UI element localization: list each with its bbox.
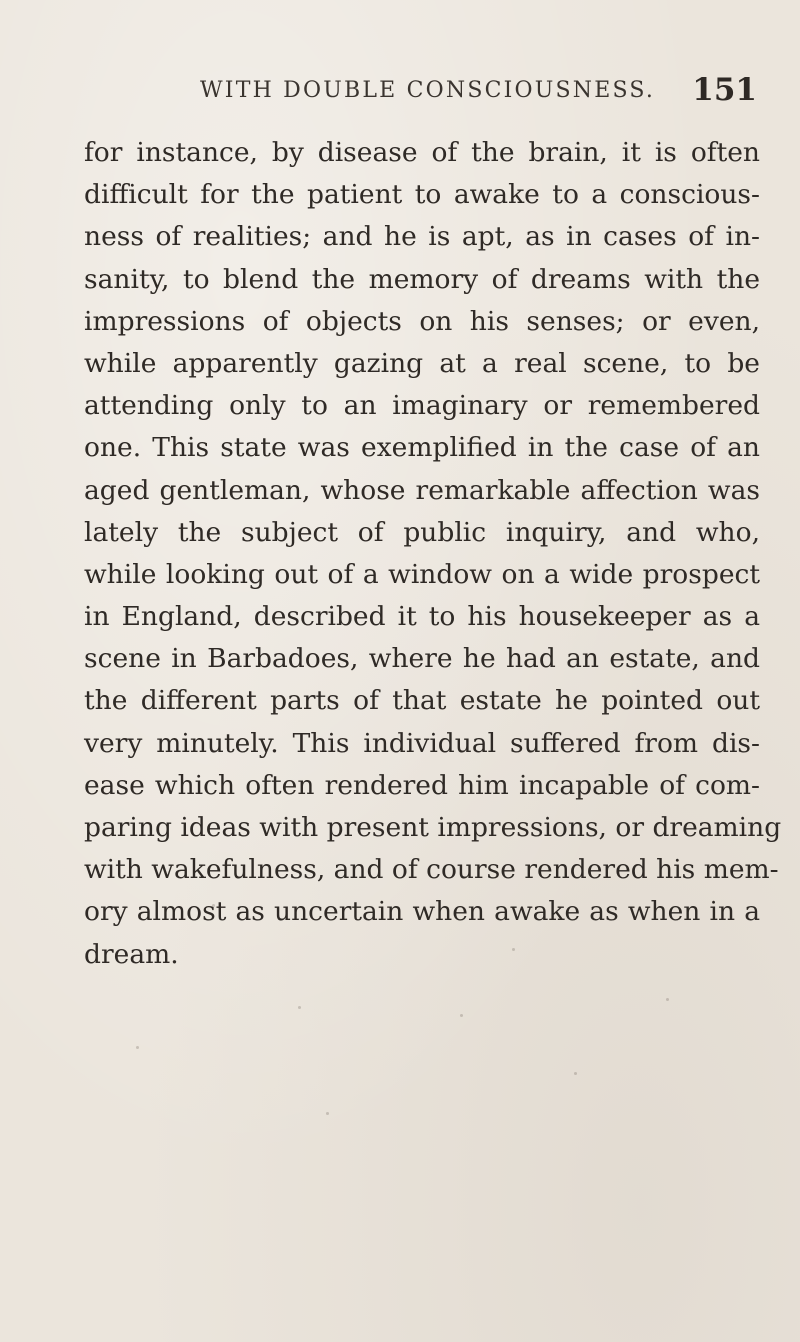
text-line: ness of realities; and he is apt, as in cases of in- <box>84 221 760 253</box>
paper-speck <box>512 948 515 951</box>
text-line: attending only to an imaginary or remembered <box>84 390 760 422</box>
text-line: with wakefulness, and of course rendered his mem- <box>84 854 779 886</box>
text-line: difficult for the patient to awake to a conscious- <box>84 179 760 211</box>
paper-speck <box>574 1072 577 1075</box>
paper-speck <box>460 1014 463 1017</box>
text-line: very minutely. This individual suffered from dis- <box>84 727 760 759</box>
text-line: impressions of objects on his senses; or even, <box>84 305 760 337</box>
text-line: while looking out of a window on a wide prospect <box>84 558 760 590</box>
text-line: ease which often rendered him incapable of com- <box>84 769 760 801</box>
text-line: paring ideas with present impressions, or dreaming <box>84 812 782 843</box>
body-text <box>84 132 782 976</box>
text-line: for instance, by disease of the brain, it is often <box>84 137 760 168</box>
text-line: aged gentleman, whose remarkable affection was <box>84 474 760 506</box>
paper-speck <box>298 1006 301 1009</box>
text-line: one. This state was exemplified in the case of an <box>84 432 760 464</box>
text-line: ory almost as uncertain when awake as when in a <box>84 896 760 928</box>
text-line: scene in Barbadoes, where he had an estate, and <box>84 643 760 675</box>
text-line: in England, described it to his housekeeper as a <box>84 601 760 633</box>
text-line: lately the subject of public inquiry, and who, <box>84 516 760 548</box>
text-line: the different parts of that estate he pointed out <box>84 685 760 717</box>
paper-speck <box>136 1046 139 1049</box>
page-number: 151 <box>692 72 757 108</box>
text-line: sanity, to blend the memory of dreams with the <box>84 263 760 295</box>
paper-speck <box>666 998 669 1001</box>
text-line-final: dream. <box>84 938 179 970</box>
running-head <box>0 72 800 118</box>
running-title: WITH DOUBLE CONSCIOUSNESS. <box>200 78 656 103</box>
text-line: while apparently gazing at a real scene, to be <box>84 347 760 379</box>
paper-speck <box>212 904 215 907</box>
paper-speck <box>326 1112 329 1115</box>
